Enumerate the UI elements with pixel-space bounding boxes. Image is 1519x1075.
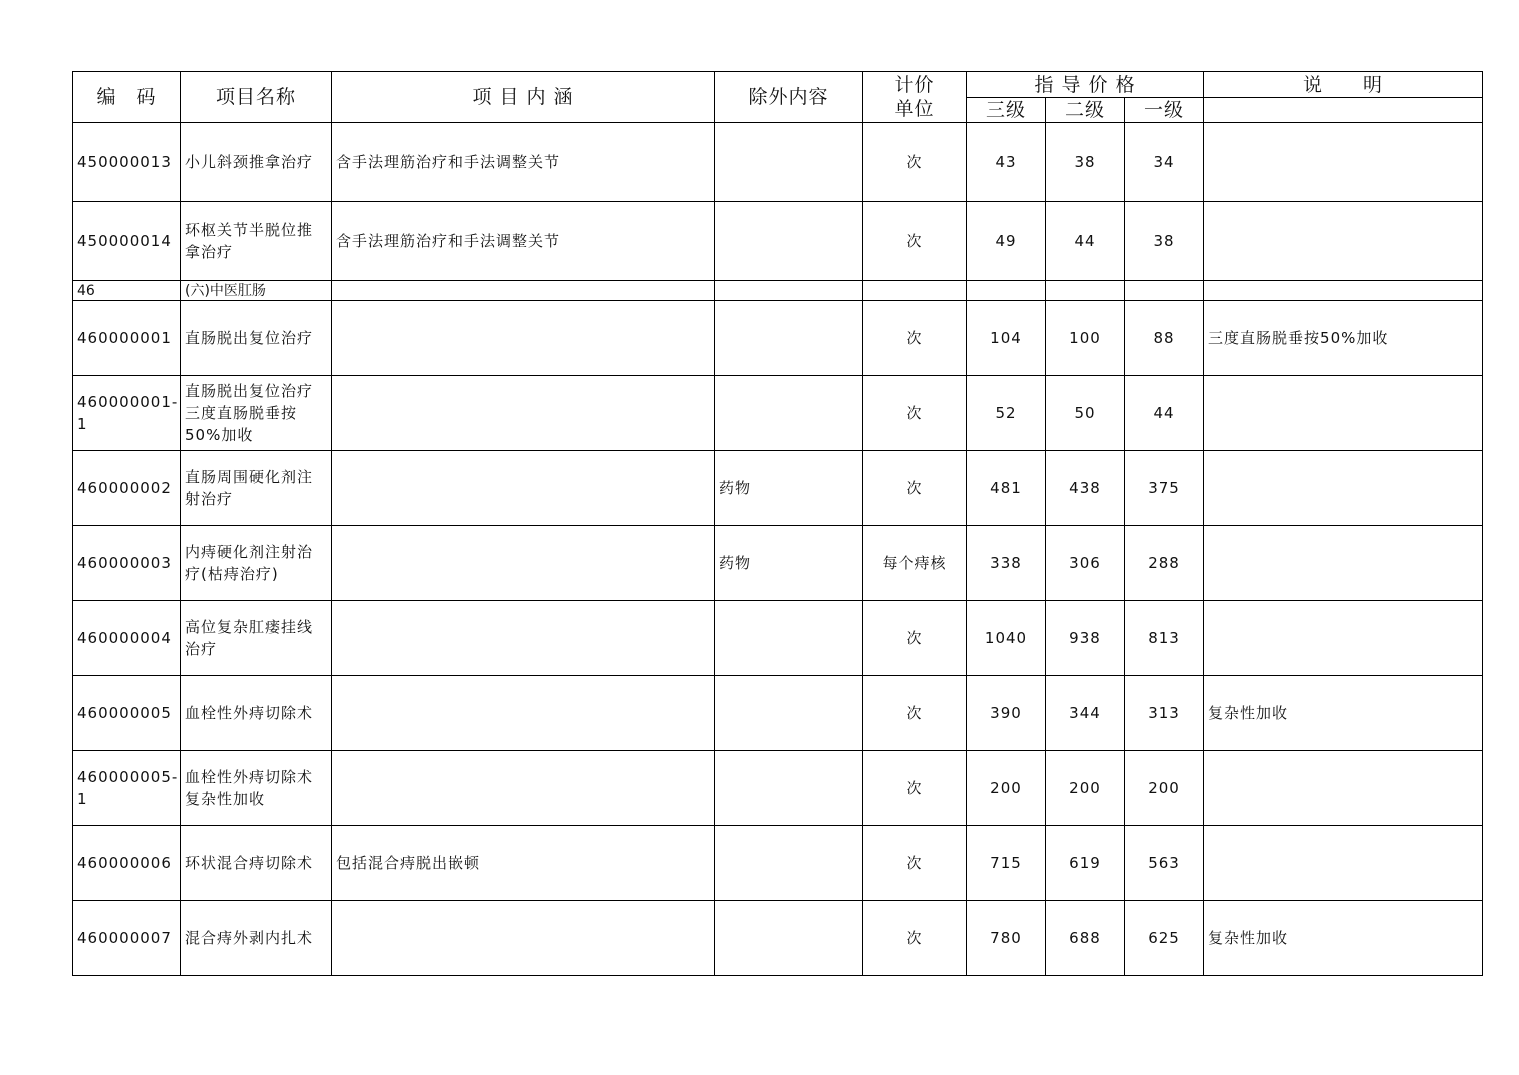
table-row: [73, 901, 1483, 976]
cell-price-level3: 1040: [967, 601, 1046, 676]
cell-price-level1: 34: [1125, 123, 1204, 202]
cell-code: 460000007: [73, 901, 181, 976]
header-level2: 二级: [1046, 98, 1125, 123]
cell-note: [1204, 526, 1483, 601]
cell-note: 复杂性加收: [1204, 676, 1483, 751]
cell-name: 直肠脱出复位治疗三度直肠脱垂按50%加收: [181, 376, 332, 451]
cell-price-level3: 780: [967, 901, 1046, 976]
cell-code: 460000001-1: [73, 376, 181, 451]
cell-price-level1: [1125, 281, 1204, 301]
cell-exclude: 药物: [715, 451, 863, 526]
cell-note: [1204, 451, 1483, 526]
cell-price-level2: 200: [1046, 751, 1125, 826]
cell-price-level1: 563: [1125, 826, 1204, 901]
cell-code: 46: [73, 281, 181, 301]
cell-unit: 次: [863, 123, 967, 202]
cell-unit: 次: [863, 202, 967, 281]
header-level3: 三级: [967, 98, 1046, 123]
cell-price-level1: 625: [1125, 901, 1204, 976]
table-row: [73, 526, 1483, 601]
cell-price-level3: 200: [967, 751, 1046, 826]
cell-price-level2: 38: [1046, 123, 1125, 202]
cell-code: 460000003: [73, 526, 181, 601]
cell-name: 环枢关节半脱位推拿治疗: [181, 202, 332, 281]
cell-unit: 次: [863, 751, 967, 826]
table-row: [73, 826, 1483, 901]
cell-content: [332, 901, 715, 976]
cell-content: [332, 526, 715, 601]
cell-unit: 次: [863, 301, 967, 376]
table-header: [73, 72, 1483, 123]
cell-price-level3: 390: [967, 676, 1046, 751]
cell-content: 包括混合痔脱出嵌顿: [332, 826, 715, 901]
cell-exclude: 药物: [715, 526, 863, 601]
cell-price-level2: 688: [1046, 901, 1125, 976]
cell-note: [1204, 601, 1483, 676]
table-row: [73, 751, 1483, 826]
header-price-group: 指 导 价 格: [967, 72, 1204, 98]
cell-name: 直肠周围硬化剂注射治疗: [181, 451, 332, 526]
cell-price-level2: 50: [1046, 376, 1125, 451]
cell-exclude: [715, 123, 863, 202]
cell-note: [1204, 202, 1483, 281]
table-row: [73, 676, 1483, 751]
cell-name: 小儿斜颈推拿治疗: [181, 123, 332, 202]
cell-note: 三度直肠脱垂按50%加收: [1204, 301, 1483, 376]
cell-exclude: [715, 901, 863, 976]
cell-exclude: [715, 281, 863, 301]
cell-code: 460000005: [73, 676, 181, 751]
cell-price-level3: 715: [967, 826, 1046, 901]
header-note-sub: [1204, 98, 1483, 123]
header-name: 项目名称: [181, 72, 332, 123]
cell-note: [1204, 281, 1483, 301]
cell-note: [1204, 826, 1483, 901]
cell-price-level2: 100: [1046, 301, 1125, 376]
cell-price-level3: 43: [967, 123, 1046, 202]
table-row: [73, 123, 1483, 202]
cell-code: 450000013: [73, 123, 181, 202]
header-code: 编 码: [73, 72, 181, 123]
cell-code: 460000006: [73, 826, 181, 901]
cell-name: 直肠脱出复位治疗: [181, 301, 332, 376]
cell-content: [332, 751, 715, 826]
cell-content: [332, 601, 715, 676]
cell-unit: [863, 281, 967, 301]
cell-price-level1: 88: [1125, 301, 1204, 376]
cell-unit: 次: [863, 601, 967, 676]
price-table: [72, 71, 1483, 976]
table-body: [73, 123, 1483, 976]
header-level1: 一级: [1125, 98, 1204, 123]
cell-price-level3: 481: [967, 451, 1046, 526]
cell-name: 高位复杂肛瘘挂线治疗: [181, 601, 332, 676]
cell-content: 含手法理筋治疗和手法调整关节: [332, 123, 715, 202]
cell-content: [332, 281, 715, 301]
cell-content: [332, 676, 715, 751]
cell-unit: 次: [863, 451, 967, 526]
cell-price-level1: 288: [1125, 526, 1204, 601]
cell-price-level2: 306: [1046, 526, 1125, 601]
cell-name: (六)中医肛肠: [181, 281, 332, 301]
cell-price-level2: 438: [1046, 451, 1125, 526]
header-exclude: 除外内容: [715, 72, 863, 123]
cell-name: 血栓性外痔切除术: [181, 676, 332, 751]
cell-price-level3: [967, 281, 1046, 301]
cell-exclude: [715, 676, 863, 751]
table-row: [73, 601, 1483, 676]
table-row: [73, 376, 1483, 451]
cell-price-level2: 619: [1046, 826, 1125, 901]
cell-exclude: [715, 301, 863, 376]
cell-note: [1204, 751, 1483, 826]
cell-price-level1: 375: [1125, 451, 1204, 526]
cell-name: 混合痔外剥内扎术: [181, 901, 332, 976]
cell-exclude: [715, 202, 863, 281]
cell-name: 内痔硬化剂注射治疗(枯痔治疗): [181, 526, 332, 601]
cell-note: 复杂性加收: [1204, 901, 1483, 976]
cell-unit: 次: [863, 376, 967, 451]
cell-price-level1: 813: [1125, 601, 1204, 676]
cell-price-level2: 938: [1046, 601, 1125, 676]
cell-exclude: [715, 826, 863, 901]
cell-unit: 每个痔核: [863, 526, 967, 601]
cell-unit: 次: [863, 901, 967, 976]
cell-content: [332, 376, 715, 451]
table-row: [73, 451, 1483, 526]
cell-price-level3: 49: [967, 202, 1046, 281]
cell-unit: 次: [863, 826, 967, 901]
header-content: 项 目 内 涵: [332, 72, 715, 123]
cell-note: [1204, 376, 1483, 451]
cell-price-level2: [1046, 281, 1125, 301]
cell-content: [332, 301, 715, 376]
cell-exclude: [715, 751, 863, 826]
cell-code: 460000002: [73, 451, 181, 526]
header-note: 说 明: [1204, 72, 1483, 98]
table-row-section: [73, 281, 1483, 301]
cell-code: 460000004: [73, 601, 181, 676]
cell-code: 450000014: [73, 202, 181, 281]
cell-price-level3: 52: [967, 376, 1046, 451]
cell-unit: 次: [863, 676, 967, 751]
cell-price-level1: 44: [1125, 376, 1204, 451]
cell-code: 460000005-1: [73, 751, 181, 826]
cell-price-level1: 38: [1125, 202, 1204, 281]
cell-name: 环状混合痔切除术: [181, 826, 332, 901]
cell-name: 血栓性外痔切除术复杂性加收: [181, 751, 332, 826]
cell-price-level1: 200: [1125, 751, 1204, 826]
cell-note: [1204, 123, 1483, 202]
cell-code: 460000001: [73, 301, 181, 376]
cell-exclude: [715, 376, 863, 451]
cell-price-level2: 44: [1046, 202, 1125, 281]
table-row: [73, 202, 1483, 281]
cell-price-level3: 104: [967, 301, 1046, 376]
table-row: [73, 301, 1483, 376]
header-unit: 计价单位: [863, 72, 967, 123]
cell-exclude: [715, 601, 863, 676]
cell-price-level1: 313: [1125, 676, 1204, 751]
cell-content: [332, 451, 715, 526]
cell-price-level2: 344: [1046, 676, 1125, 751]
cell-price-level3: 338: [967, 526, 1046, 601]
cell-content: 含手法理筋治疗和手法调整关节: [332, 202, 715, 281]
